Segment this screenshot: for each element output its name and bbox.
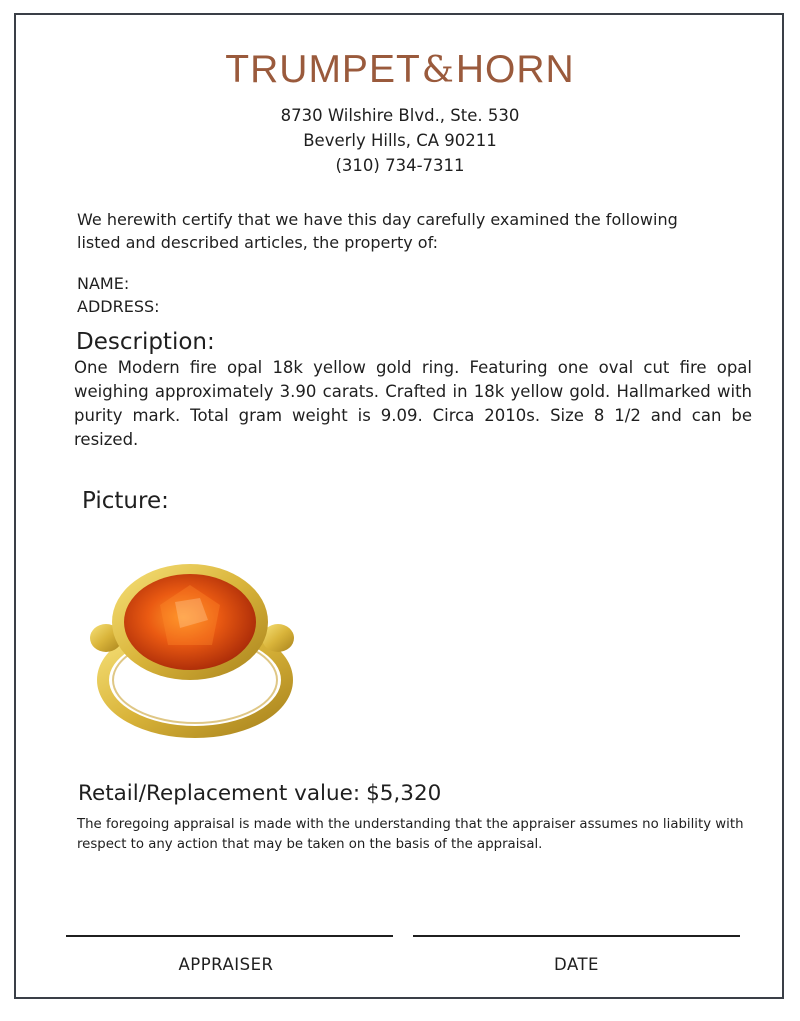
- ring-image: [80, 550, 320, 750]
- address-line-2: Beverly Hills, CA 90211: [303, 131, 497, 150]
- picture-heading: Picture:: [82, 488, 169, 514]
- valuation-label: Retail/Replacement value:: [78, 781, 361, 806]
- address-label: ADDRESS:: [77, 297, 160, 316]
- description-heading: Description:: [76, 329, 215, 355]
- phone-number: (310) 734-7311: [335, 156, 465, 175]
- date-signature-line: [413, 935, 740, 937]
- address-line-1: 8730 Wilshire Blvd., Ste. 530: [280, 106, 520, 125]
- certification-line-1: We herewith certify that we have this day carefully examined the following: [77, 210, 678, 229]
- brand-ampersand: &: [421, 50, 455, 91]
- description-body: One Modern fire opal 18k yellow gold ring. Featuring one oval cut fire opal weighing approximately 3.90 carats. Crafted in 18k yellow gold. Hallmarked with purity mark. Total gram weight is 9.09. Circa 2010s. Size 8 1/2 and can be resized.: [74, 358, 752, 449]
- date-label: DATE: [554, 955, 599, 974]
- brand-logo: [0, 48, 800, 92]
- appraiser-signature-line: [66, 935, 393, 937]
- valuation: [78, 781, 441, 806]
- brand-right: HORN: [455, 48, 575, 91]
- appraiser-label: APPRAISER: [178, 955, 274, 974]
- disclaimer-text: The foregoing appraisal is made with the understanding that the appraiser assumes no liability with respect to any action that may be taken on the basis of the appraisal.: [77, 817, 744, 852]
- name-label: NAME:: [77, 274, 130, 293]
- certification-line-2: listed and described articles, the property of:: [77, 233, 439, 252]
- valuation-amount: $5,320: [366, 781, 442, 806]
- brand-left: TRUMPET: [225, 48, 421, 91]
